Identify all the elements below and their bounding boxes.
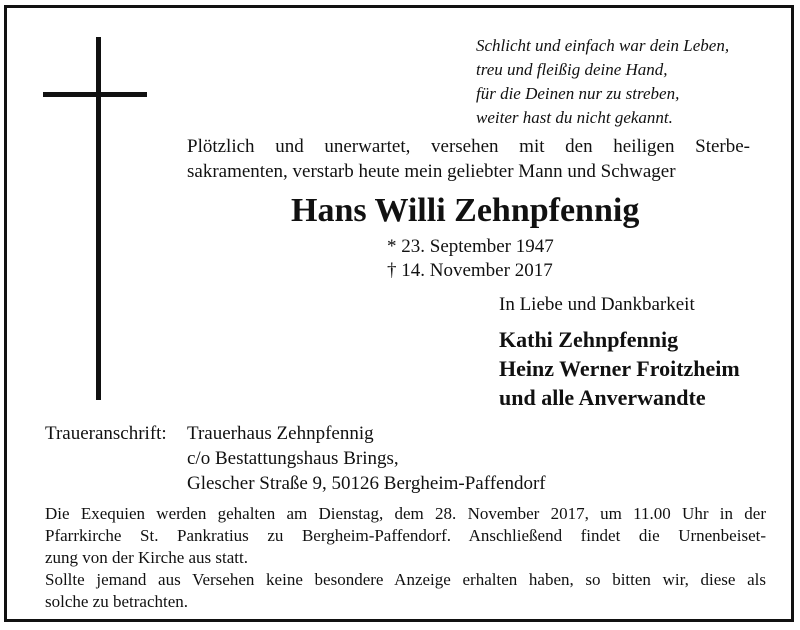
tribute-line: In Liebe und Dankbarkeit bbox=[499, 294, 695, 315]
funeral-info-line: Pfarrkirche St. Pankratius zu Bergheim-Paffendorf. Anschließend findet die Urnenbeiset- bbox=[45, 526, 766, 545]
address bbox=[187, 421, 546, 496]
life-dates bbox=[387, 235, 554, 283]
signer-name: und alle Anverwandte bbox=[499, 385, 706, 410]
poem-line: weiter hast du nicht gekannt. bbox=[476, 108, 673, 127]
signer-name: Kathi Zehnpfennig bbox=[499, 327, 679, 352]
deceased-name: Hans Willi Zehnpfennig bbox=[291, 192, 640, 229]
signers bbox=[499, 325, 740, 412]
death-date: † 14. November 2017 bbox=[387, 260, 553, 281]
poem-line: Schlicht und einfach war dein Leben, bbox=[476, 36, 730, 55]
funeral-info-line: Sollte jemand aus Versehen keine besondere Anzeige erhalten haben, so bitten wir, diese als bbox=[45, 570, 766, 589]
poem bbox=[476, 34, 786, 130]
poem-line: für die Deinen nur zu streben, bbox=[476, 84, 680, 103]
death-notice bbox=[4, 5, 794, 622]
poem-line: treu und fleißig deine Hand, bbox=[476, 60, 668, 79]
address-line: c/o Bestattungshaus Brings, bbox=[187, 448, 399, 469]
funeral-info bbox=[45, 503, 766, 613]
signer-name: Heinz Werner Froitzheim bbox=[499, 356, 740, 381]
birth-date: * 23. September 1947 bbox=[387, 236, 554, 257]
address-line: Trauerhaus Zehnpfennig bbox=[187, 423, 374, 444]
intro-line: Plötzlich und unerwartet, versehen mit den heiligen Sterbe- bbox=[187, 136, 750, 157]
cross-icon-bar bbox=[43, 92, 147, 97]
address-label: Traueranschrift: bbox=[45, 423, 167, 444]
funeral-info-line: zung von der Kirche aus statt. bbox=[45, 548, 248, 567]
funeral-info-line: solche zu betrachten. bbox=[45, 592, 189, 611]
address-line: Glescher Straße 9, 50126 Bergheim-Paffendorf bbox=[187, 473, 546, 494]
intro-line: sakramenten, verstarb heute mein geliebter Mann und Schwager bbox=[187, 161, 676, 182]
intro-text bbox=[187, 134, 750, 184]
funeral-info-line: Die Exequien werden gehalten am Dienstag, dem 28. November 2017, um 11.00 Uhr in der bbox=[45, 504, 766, 523]
